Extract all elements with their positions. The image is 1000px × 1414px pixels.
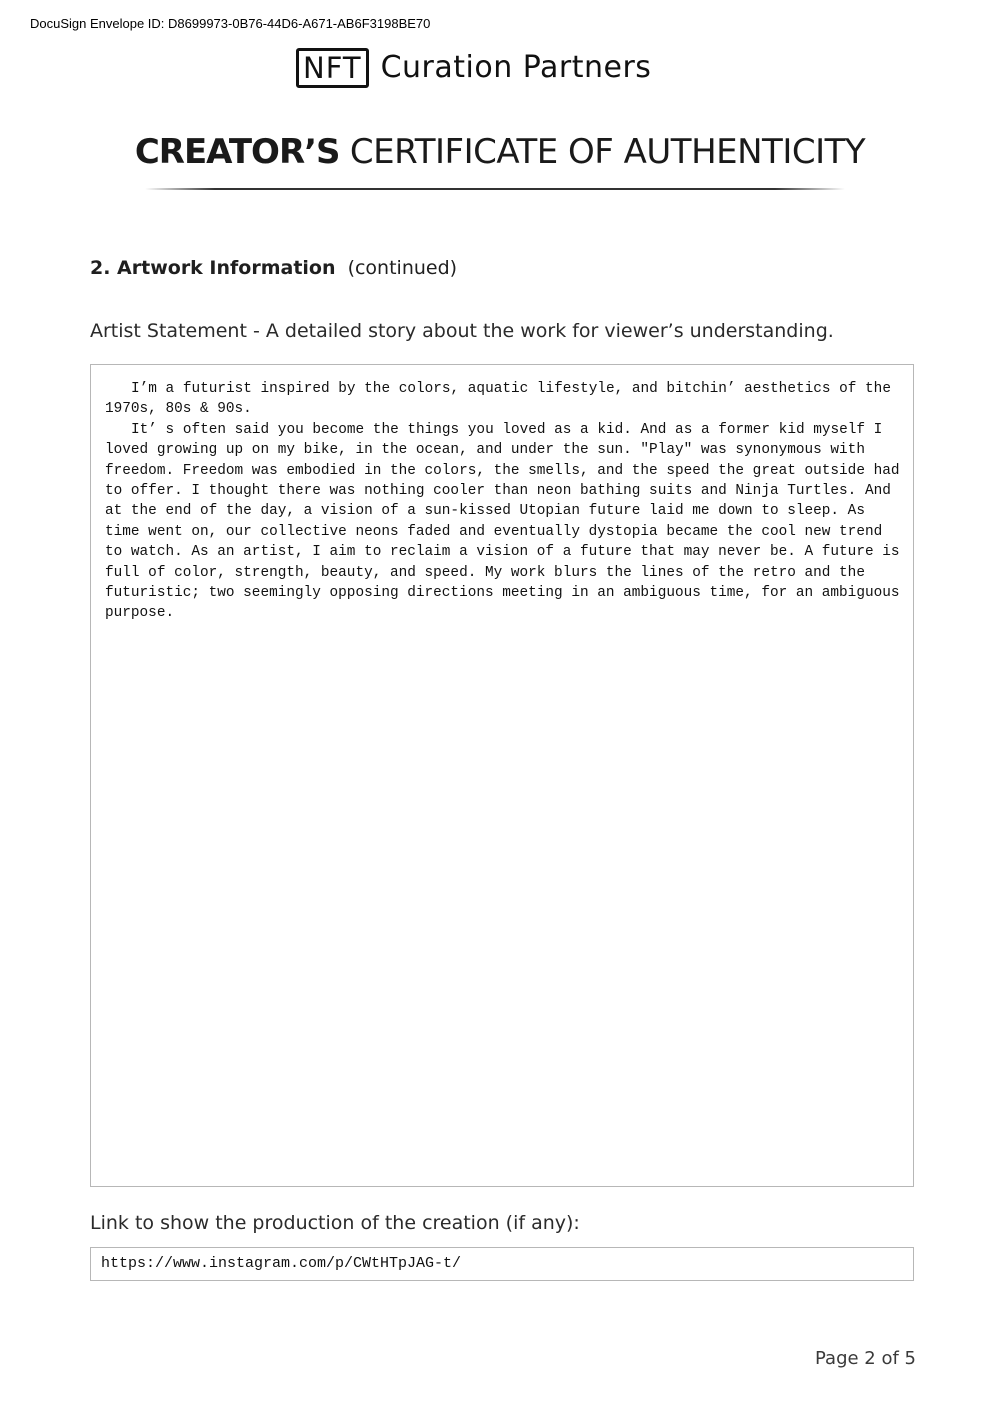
- docusign-envelope-id: DocuSign Envelope ID: D8699973-0B76-44D6-A671-AB6F3198BE70: [30, 16, 431, 31]
- production-link-value: https://www.instagram.com/p/CWtHTpJAG-t/: [101, 1255, 462, 1272]
- nft-curation-partners-logo: [296, 48, 651, 88]
- section-heading: [90, 257, 457, 279]
- document-title: [0, 132, 1000, 172]
- title-rest: CERTIFICATE OF AUTHENTICITY: [349, 132, 866, 172]
- page-number: Page 2 of 5: [815, 1348, 916, 1369]
- statement-paragraph: I’m a futurist inspired by the colors, aquatic lifestyle, and bitchin’ aesthetics of the 1970s, 80s & 90s.: [105, 381, 891, 418]
- logo-name: Curation Partners: [380, 50, 652, 85]
- title-bold-part: CREATOR’S: [134, 132, 340, 172]
- artist-statement-text: [105, 379, 905, 624]
- artist-statement-field[interactable]: [90, 364, 914, 1187]
- production-link-field[interactable]: [90, 1247, 914, 1281]
- artist-statement-label: Artist Statement - A detailed story about the work for viewer’s understanding.: [90, 320, 834, 342]
- section-heading-suffix: (continued): [347, 257, 458, 279]
- logo-nft-box: NFT: [296, 48, 369, 88]
- title-divider: [145, 188, 845, 190]
- statement-paragraph: It’ s often said you become the things you loved as a kid. And as a former kid myself I loved growing up on my bike, in the ocean, and under the sun. ″Play″ was synonymous with freedom. Freedom was embodied in the colors, the smells, and the speed the great outside had to offer. I thought there was nothing cooler than neon bathing suits and Ninja Turtles. And at the end of the day, a vision of a sun-kissed Utopian future laid me down to sleep. As time went on, our collective neons faded and eventually dystopia became the cool new trend to watch. As an artist, I aim to reclaim a vision of a future that may never be. A future is full of color, strength, beauty, and speed. My work blurs the lines of the retro and the futuristic; two seemingly opposing directions meeting in an ambiguous time, for an ambiguous purpose.: [105, 421, 900, 622]
- section-heading-label: 2. Artwork Information: [90, 257, 336, 279]
- production-link-label: Link to show the production of the creation (if any):: [90, 1212, 580, 1234]
